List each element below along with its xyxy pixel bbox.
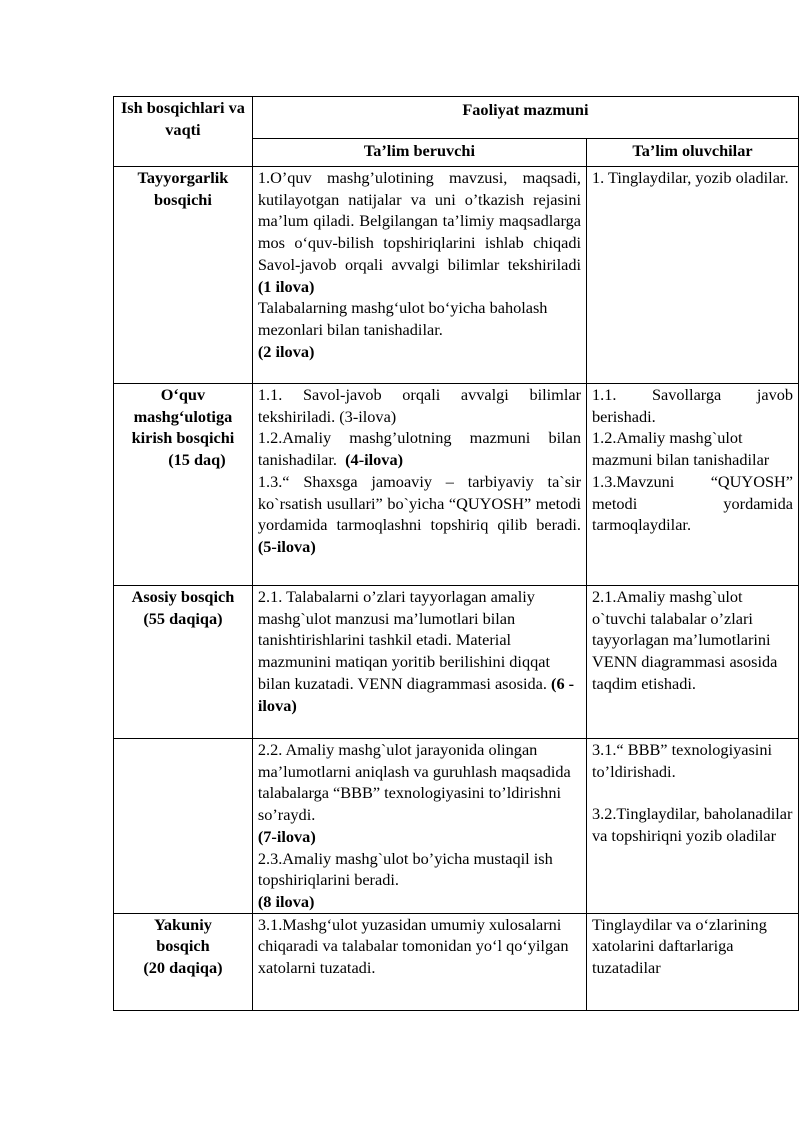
teacher-text: 2.2. Amaliy mashg`ulot jarayonida olingan ma’lumotlarni aniqlash va guruhlash maqsadida talabalarga “BBB” texnologiyasini to’ldirishni so’raydi. [257, 740, 571, 825]
students-cell [587, 913, 799, 1010]
appendix-ref: (5-ilova) [257, 536, 316, 556]
students-cell [587, 384, 799, 586]
stage-line: bosqich [156, 936, 210, 956]
teacher-cell [252, 586, 586, 739]
table-row [114, 167, 799, 384]
stage-line: Tayyorgarlik [137, 168, 229, 187]
students-text: 3.1.“ BBB” texnologiyasini to’ldirishadi. [592, 740, 772, 781]
teacher-text: 1.3.“ Shaxsga jamoaviy – tarbiyaviy ta`sir ko`rsatish usullari” bo`yicha “QUYOSH” metodi yordamida tarmoqlashni topshiriq qilib beradi. [257, 471, 581, 535]
appendix-ref: (7-ilova) [257, 826, 316, 846]
header-row [114, 97, 799, 139]
table-row [114, 913, 799, 1010]
appendix-ref: (8 ilova) [257, 891, 315, 911]
stage-cell [114, 384, 253, 586]
teacher-text: 3.1.Mashg‘ulot yuzasidan umumiy xulosalarni chiqaradi va talabalar tomonidan yo‘l qo‘yilgan xatolarni tuzatadi. [257, 914, 569, 978]
stage-cell [114, 167, 253, 384]
stage-line: (15 daq) [168, 450, 226, 470]
teacher-text: 2.3.Amaliy mashg`ulot bo’yicha mustaqil ish topshiriqlarini beradi. [257, 848, 553, 890]
appendix-ref: (4-ilova) [345, 450, 404, 470]
stage-line: bosqichi [153, 189, 212, 209]
stage-line: (55 daqiqa) [143, 608, 223, 628]
table-row [114, 586, 799, 739]
header-stage-time: Ish bosqichlari va vaqti [114, 97, 253, 167]
teacher-cell [252, 167, 586, 384]
appendix-ref: (2 ilova) [257, 341, 315, 361]
teacher-cell [252, 384, 586, 586]
stage-line: kirish bosqichi [131, 428, 235, 448]
lesson-plan-table [113, 96, 799, 1011]
stage-cell [114, 586, 253, 739]
students-text: Tinglaydilar va o‘zlarining xatolarini daftarlariga tuzatadilar [592, 914, 767, 978]
stage-line: mashg‘ulotiga [133, 406, 233, 426]
table-row [114, 384, 799, 586]
stage-line: O‘quv [160, 385, 206, 404]
appendix-ref: (6 - ilova) [257, 673, 575, 715]
students-text: 1.3.Mavzuni “QUYOSH” metodi yordamida tarmoqlaydilar. [592, 471, 793, 535]
students-cell [587, 586, 799, 739]
stage-cell [114, 913, 253, 1010]
teacher-text: 2.1. Talabalarni o’zlari tayyorlagan amaliy mashg`ulot manzusi ma’lumotlari bilan tanishtirishlarini tashkil etadi. Material mazmunini matiqan yoritib berilishini diqqat bilan kuzatadi. VENN diagrammasi asosida. [257, 587, 550, 693]
header-teacher: Ta’lim beruvchi [252, 139, 586, 167]
stage-line: Asosiy bosqich [131, 587, 235, 606]
students-text: 1.1. Savollarga javob berishadi. [592, 385, 793, 426]
header-activity-content: Faoliyat mazmuni [252, 97, 798, 139]
table-row [114, 739, 799, 914]
teacher-cell [252, 739, 586, 914]
teacher-text: Talabalarning mashg‘ulot bo‘yicha baholash mezonlari bilan tanishadilar. [257, 298, 548, 339]
appendix-ref: (1 ilova) [257, 276, 315, 296]
teacher-text: 1.1. Savol-javob orqali avvalgi bilimlar tekshiriladi. (3-ilova) [257, 385, 581, 426]
students-text: 3.2.Tinglaydilar, baholanadilar va topshiriqni yozib oladilar [592, 804, 793, 846]
header-students: Ta’lim oluvchilar [587, 139, 799, 167]
stage-line: (20 daqiqa) [143, 958, 223, 978]
students-text: 1.2.Amaliy mashg`ulot mazmuni bilan tanishadilar [592, 428, 770, 470]
stage-line: Yakuniy [153, 914, 212, 934]
teacher-text: 1.O’quv mashg’ulotining mavzusi, maqsadi, kutilayotgan natijalar va uni o’tkazish rejasini ma’lum qiladi. Belgilangan ta’limiy maqsadlarga mos o‘quv-bilish topshiriqlarini ishlab chiqadi Savol-javob orqali avvalgi bilimlar tekshiriladi [257, 168, 581, 274]
students-text: 1. Tinglaydilar, yozib oladilar. [592, 168, 789, 187]
teacher-text: 1.2.Amaliy mashg’ulotning mazmuni bilan tanishadilar. [257, 428, 581, 470]
stage-cell [114, 739, 253, 914]
teacher-cell [252, 913, 586, 1010]
students-text: 2.1.Amaliy mashg`ulot o`tuvchi talabalar o’zlari tayyorlagan ma’lumotlarini VENN diagrammasi asosida taqdim etishadi. [592, 587, 778, 693]
students-cell [587, 167, 799, 384]
students-cell [587, 739, 799, 914]
